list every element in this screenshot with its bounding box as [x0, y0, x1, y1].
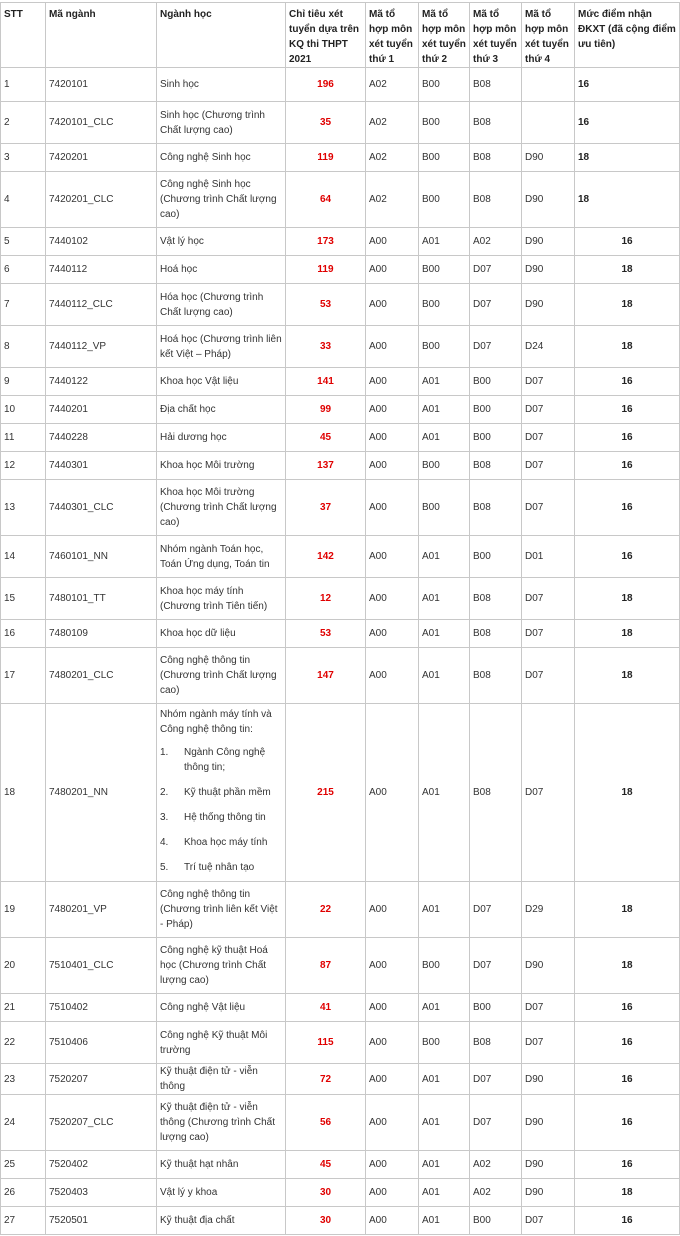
major-code-cell: 7480201_CLC	[46, 648, 157, 704]
combo-1-cell: A00	[366, 578, 419, 620]
major-name-cell: Địa chất học	[157, 396, 286, 424]
combo-4-cell: D90	[522, 284, 575, 326]
combo-4-cell: D07	[522, 578, 575, 620]
quota-cell: 87	[286, 938, 366, 994]
combo-1-cell: A00	[366, 1179, 419, 1207]
quota-cell: 215	[286, 704, 366, 882]
table-row	[1, 228, 680, 256]
stt-cell: 19	[1, 882, 46, 938]
stt-cell: 6	[1, 256, 46, 284]
stt-cell: 17	[1, 648, 46, 704]
quota-cell: 22	[286, 882, 366, 938]
combo-4-cell: D07	[522, 1022, 575, 1064]
sub-item-number: 3.	[160, 811, 169, 823]
header-major-name: Ngành học	[157, 3, 286, 68]
major-sub-item	[160, 785, 282, 800]
header-row	[1, 3, 680, 68]
quota-cell: 119	[286, 256, 366, 284]
major-code-cell: 7520501	[46, 1207, 157, 1235]
min-score-cell: 18	[575, 172, 680, 228]
combo-1-cell: A00	[366, 620, 419, 648]
stt-cell: 22	[1, 1022, 46, 1064]
major-name-cell: Khoa học dữ liệu	[157, 620, 286, 648]
sub-item-label: Hệ thống thông tin	[184, 811, 266, 823]
combo-1-cell: A02	[366, 102, 419, 144]
combo-3-cell: B08	[470, 68, 522, 102]
admission-table	[0, 2, 680, 1235]
combo-1-cell: A00	[366, 1064, 419, 1095]
combo-2-cell: A01	[419, 1207, 470, 1235]
min-score-cell: 16	[575, 536, 680, 578]
combo-3-cell: D07	[470, 1095, 522, 1151]
combo-1-cell: A00	[366, 1207, 419, 1235]
combo-2-cell: A01	[419, 1064, 470, 1095]
combo-1-cell: A02	[366, 68, 419, 102]
combo-4-cell: D90	[522, 938, 575, 994]
min-score-cell: 16	[575, 68, 680, 102]
stt-cell: 13	[1, 480, 46, 536]
major-name-cell: Kỹ thuật địa chất	[157, 1207, 286, 1235]
major-name-cell: Sinh học (Chương trình Chất lượng cao)	[157, 102, 286, 144]
stt-cell: 23	[1, 1064, 46, 1095]
table-row	[1, 284, 680, 326]
major-code-cell: 7510402	[46, 994, 157, 1022]
combo-4-cell	[522, 68, 575, 102]
combo-3-cell: B00	[470, 536, 522, 578]
table-row	[1, 536, 680, 578]
header-major-code: Mã ngành	[46, 3, 157, 68]
stt-cell: 15	[1, 578, 46, 620]
stt-cell: 24	[1, 1095, 46, 1151]
major-code-cell: 7460101_NN	[46, 536, 157, 578]
min-score-cell: 16	[575, 396, 680, 424]
combo-2-cell: A01	[419, 648, 470, 704]
quota-cell: 99	[286, 396, 366, 424]
quota-cell: 41	[286, 994, 366, 1022]
major-code-cell: 7440112_CLC	[46, 284, 157, 326]
table-row	[1, 1179, 680, 1207]
combo-2-cell: A01	[419, 704, 470, 882]
sub-item-label: Kỹ thuật phần mềm	[184, 786, 271, 798]
stt-cell: 10	[1, 396, 46, 424]
combo-4-cell: D07	[522, 620, 575, 648]
combo-3-cell: A02	[470, 1151, 522, 1179]
combo-4-cell: D07	[522, 452, 575, 480]
min-score-cell: 18	[575, 620, 680, 648]
major-code-cell: 7480201_NN	[46, 704, 157, 882]
combo-2-cell: B00	[419, 144, 470, 172]
major-code-cell: 7520207_CLC	[46, 1095, 157, 1151]
table-row	[1, 256, 680, 284]
combo-2-cell: B00	[419, 256, 470, 284]
header-combo-1: Mã tổ hợp môn xét tuyển thứ 1	[366, 3, 419, 68]
combo-4-cell: D07	[522, 994, 575, 1022]
combo-3-cell: D07	[470, 882, 522, 938]
min-score-cell: 16	[575, 1207, 680, 1235]
min-score-cell: 16	[575, 102, 680, 144]
combo-2-cell: B00	[419, 938, 470, 994]
combo-4-cell: D90	[522, 1179, 575, 1207]
combo-2-cell: B00	[419, 1022, 470, 1064]
combo-1-cell: A00	[366, 480, 419, 536]
min-score-cell: 18	[575, 144, 680, 172]
major-name-cell: Kỹ thuật điện tử - viễn thông	[157, 1064, 286, 1095]
combo-4-cell: D90	[522, 1095, 575, 1151]
combo-4-cell: D07	[522, 480, 575, 536]
combo-1-cell: A00	[366, 938, 419, 994]
quota-cell: 115	[286, 1022, 366, 1064]
min-score-cell: 16	[575, 1064, 680, 1095]
combo-1-cell: A00	[366, 424, 419, 452]
combo-1-cell: A00	[366, 326, 419, 368]
combo-1-cell: A00	[366, 994, 419, 1022]
min-score-cell: 18	[575, 578, 680, 620]
header-min-score: Mức điểm nhận ĐKXT (đã cộng điểm ưu tiên)	[575, 3, 680, 68]
major-name-cell: Hoá học	[157, 256, 286, 284]
combo-4-cell	[522, 102, 575, 144]
combo-1-cell: A00	[366, 1095, 419, 1151]
combo-2-cell: A01	[419, 228, 470, 256]
combo-1-cell: A00	[366, 368, 419, 396]
sub-item-label: Ngành Công nghệ thông tin;	[184, 746, 266, 773]
combo-2-cell: A01	[419, 396, 470, 424]
combo-4-cell: D90	[522, 256, 575, 284]
combo-1-cell: A00	[366, 1022, 419, 1064]
major-name-cell: Khoa học Môi trường	[157, 452, 286, 480]
combo-3-cell: B00	[470, 396, 522, 424]
stt-cell: 7	[1, 284, 46, 326]
combo-4-cell: D01	[522, 536, 575, 578]
combo-4-cell: D07	[522, 648, 575, 704]
major-name-cell: Hải dương học	[157, 424, 286, 452]
quota-cell: 147	[286, 648, 366, 704]
table-row	[1, 396, 680, 424]
min-score-cell: 16	[575, 480, 680, 536]
table-row	[1, 68, 680, 102]
combo-2-cell: B00	[419, 452, 470, 480]
major-name-cell: Công nghệ Sinh học (Chương trình Chất lượng cao)	[157, 172, 286, 228]
combo-4-cell: D07	[522, 368, 575, 396]
major-code-cell: 7440102	[46, 228, 157, 256]
combo-3-cell: B00	[470, 1207, 522, 1235]
combo-1-cell: A00	[366, 228, 419, 256]
min-score-cell: 16	[575, 452, 680, 480]
quota-cell: 137	[286, 452, 366, 480]
combo-1-cell: A00	[366, 536, 419, 578]
combo-4-cell: D07	[522, 704, 575, 882]
combo-4-cell: D90	[522, 228, 575, 256]
combo-2-cell: A01	[419, 994, 470, 1022]
stt-cell: 26	[1, 1179, 46, 1207]
combo-3-cell: B08	[470, 144, 522, 172]
major-sub-item	[160, 860, 282, 875]
combo-2-cell: A01	[419, 424, 470, 452]
table-row	[1, 620, 680, 648]
major-name-cell: Kỹ thuật hạt nhân	[157, 1151, 286, 1179]
quota-cell: 12	[286, 578, 366, 620]
min-score-cell: 18	[575, 882, 680, 938]
table-row	[1, 578, 680, 620]
combo-1-cell: A02	[366, 144, 419, 172]
header-combo-3: Mã tổ hợp môn xét tuyển thứ 3	[470, 3, 522, 68]
quota-cell: 173	[286, 228, 366, 256]
major-name-cell: Công nghệ Sinh học	[157, 144, 286, 172]
combo-3-cell: B08	[470, 480, 522, 536]
major-code-cell: 7420201	[46, 144, 157, 172]
min-score-cell: 16	[575, 368, 680, 396]
table-row	[1, 1095, 680, 1151]
table-row	[1, 172, 680, 228]
min-score-cell: 16	[575, 1151, 680, 1179]
combo-2-cell: A01	[419, 620, 470, 648]
combo-1-cell: A00	[366, 704, 419, 882]
header-combo-2: Mã tổ hợp môn xét tuyển thứ 2	[419, 3, 470, 68]
quota-cell: 72	[286, 1064, 366, 1095]
quota-cell: 37	[286, 480, 366, 536]
min-score-cell: 18	[575, 704, 680, 882]
combo-3-cell: B08	[470, 1022, 522, 1064]
table-row	[1, 938, 680, 994]
combo-4-cell: D07	[522, 396, 575, 424]
major-code-cell: 7510406	[46, 1022, 157, 1064]
stt-cell: 21	[1, 994, 46, 1022]
combo-2-cell: B00	[419, 172, 470, 228]
min-score-cell: 16	[575, 1022, 680, 1064]
combo-2-cell: B00	[419, 480, 470, 536]
combo-1-cell: A02	[366, 172, 419, 228]
combo-1-cell: A00	[366, 284, 419, 326]
sub-item-number: 4.	[160, 836, 169, 848]
major-name-cell: Vật lý học	[157, 228, 286, 256]
header-combo-4: Mã tổ hợp môn xét tuyển thứ 4	[522, 3, 575, 68]
combo-1-cell: A00	[366, 882, 419, 938]
major-name-cell: Khoa học Vật liệu	[157, 368, 286, 396]
min-score-cell: 18	[575, 648, 680, 704]
stt-cell: 3	[1, 144, 46, 172]
major-name-cell: Khoa học Môi trường (Chương trình Chất lượng cao)	[157, 480, 286, 536]
major-name-cell: Nhóm ngành Toán học, Toán Ứng dụng, Toán tin	[157, 536, 286, 578]
major-name-cell: Khoa học máy tính (Chương trình Tiên tiến)	[157, 578, 286, 620]
table-row	[1, 882, 680, 938]
major-name-cell: Sinh học	[157, 68, 286, 102]
table-row	[1, 1151, 680, 1179]
combo-2-cell: B00	[419, 68, 470, 102]
header-quota: Chỉ tiêu xét tuyển dựa trên KQ thi THPT 2021	[286, 3, 366, 68]
combo-4-cell: D90	[522, 172, 575, 228]
major-code-cell: 7480201_VP	[46, 882, 157, 938]
quota-cell: 35	[286, 102, 366, 144]
quota-cell: 33	[286, 326, 366, 368]
stt-cell: 9	[1, 368, 46, 396]
combo-3-cell: D07	[470, 284, 522, 326]
quota-cell: 53	[286, 620, 366, 648]
stt-cell: 25	[1, 1151, 46, 1179]
combo-3-cell: D07	[470, 1064, 522, 1095]
stt-cell: 20	[1, 938, 46, 994]
quota-cell: 30	[286, 1179, 366, 1207]
major-code-cell: 7440201	[46, 396, 157, 424]
major-sub-item	[160, 835, 282, 850]
major-code-cell: 7480109	[46, 620, 157, 648]
min-score-cell: 18	[575, 938, 680, 994]
min-score-cell: 18	[575, 284, 680, 326]
combo-3-cell: A02	[470, 228, 522, 256]
combo-3-cell: B08	[470, 704, 522, 882]
major-name-cell: Công nghệ Vật liệu	[157, 994, 286, 1022]
combo-1-cell: A00	[366, 396, 419, 424]
combo-3-cell: D07	[470, 938, 522, 994]
table-row	[1, 1064, 680, 1095]
combo-4-cell: D07	[522, 424, 575, 452]
combo-3-cell: B00	[470, 368, 522, 396]
combo-1-cell: A00	[366, 452, 419, 480]
combo-2-cell: A01	[419, 578, 470, 620]
table-row	[1, 994, 680, 1022]
combo-2-cell: A01	[419, 882, 470, 938]
combo-2-cell: B00	[419, 102, 470, 144]
stt-cell: 12	[1, 452, 46, 480]
major-name-cell: Hoá học (Chương trình liên kết Việt – Pháp)	[157, 326, 286, 368]
quota-cell: 141	[286, 368, 366, 396]
major-name-cell: Kỹ thuật điện tử - viễn thông (Chương trình Chất lượng cao)	[157, 1095, 286, 1151]
major-sub-item	[160, 745, 282, 775]
sub-item-label: Khoa học máy tính	[184, 836, 268, 848]
major-code-cell: 7440301	[46, 452, 157, 480]
stt-cell: 8	[1, 326, 46, 368]
major-group-title: Nhóm ngành máy tính và Công nghệ thông tin:	[160, 708, 272, 735]
stt-cell: 4	[1, 172, 46, 228]
major-code-cell: 7520207	[46, 1064, 157, 1095]
combo-4-cell: D90	[522, 1064, 575, 1095]
combo-4-cell: D29	[522, 882, 575, 938]
combo-3-cell: D07	[470, 326, 522, 368]
sub-item-number: 5.	[160, 861, 169, 873]
sub-item-number: 1.	[160, 746, 169, 758]
quota-cell: 119	[286, 144, 366, 172]
table-row	[1, 1207, 680, 1235]
table-row	[1, 424, 680, 452]
combo-4-cell: D07	[522, 1207, 575, 1235]
stt-cell: 14	[1, 536, 46, 578]
sub-item-number: 2.	[160, 786, 169, 798]
min-score-cell: 18	[575, 326, 680, 368]
stt-cell: 5	[1, 228, 46, 256]
quota-cell: 30	[286, 1207, 366, 1235]
combo-3-cell: B08	[470, 102, 522, 144]
min-score-cell: 16	[575, 1095, 680, 1151]
major-sub-item	[160, 810, 282, 825]
major-name-cell: Công nghệ thông tin (Chương trình liên kết Việt - Pháp)	[157, 882, 286, 938]
major-code-cell: 7440112_VP	[46, 326, 157, 368]
min-score-cell: 16	[575, 228, 680, 256]
combo-1-cell: A00	[366, 1151, 419, 1179]
combo-4-cell: D90	[522, 1151, 575, 1179]
combo-3-cell: A02	[470, 1179, 522, 1207]
quota-cell: 45	[286, 424, 366, 452]
combo-2-cell: A01	[419, 536, 470, 578]
quota-cell: 64	[286, 172, 366, 228]
min-score-cell: 16	[575, 424, 680, 452]
major-name-cell: Công nghệ kỹ thuật Hoá học (Chương trình Chất lượng cao)	[157, 938, 286, 994]
major-code-cell: 7420101_CLC	[46, 102, 157, 144]
combo-2-cell: A01	[419, 368, 470, 396]
combo-2-cell: A01	[419, 1095, 470, 1151]
major-code-cell: 7520403	[46, 1179, 157, 1207]
table-row	[1, 102, 680, 144]
major-code-cell: 7420101	[46, 68, 157, 102]
major-code-cell: 7510401_CLC	[46, 938, 157, 994]
min-score-cell: 16	[575, 994, 680, 1022]
table-row	[1, 480, 680, 536]
major-code-cell: 7440301_CLC	[46, 480, 157, 536]
quota-cell: 45	[286, 1151, 366, 1179]
quota-cell: 56	[286, 1095, 366, 1151]
table-row	[1, 648, 680, 704]
table-row	[1, 326, 680, 368]
combo-2-cell: A01	[419, 1179, 470, 1207]
table-row	[1, 368, 680, 396]
table-row	[1, 144, 680, 172]
combo-2-cell: B00	[419, 326, 470, 368]
combo-3-cell: B08	[470, 172, 522, 228]
major-code-cell: 7440122	[46, 368, 157, 396]
major-code-cell: 7440228	[46, 424, 157, 452]
stt-cell: 1	[1, 68, 46, 102]
major-name-cell: Công nghệ thông tin (Chương trình Chất lượng cao)	[157, 648, 286, 704]
combo-3-cell: D07	[470, 256, 522, 284]
major-code-cell: 7440112	[46, 256, 157, 284]
major-name-cell	[157, 704, 286, 882]
major-sub-list	[160, 745, 282, 875]
combo-3-cell: B08	[470, 620, 522, 648]
stt-cell: 16	[1, 620, 46, 648]
major-code-cell: 7520402	[46, 1151, 157, 1179]
combo-3-cell: B00	[470, 424, 522, 452]
combo-1-cell: A00	[366, 648, 419, 704]
combo-3-cell: B00	[470, 994, 522, 1022]
major-name-cell: Hóa học (Chương trình Chất lượng cao)	[157, 284, 286, 326]
major-name-cell: Công nghệ Kỹ thuật Môi trường	[157, 1022, 286, 1064]
combo-3-cell: B08	[470, 648, 522, 704]
stt-cell: 2	[1, 102, 46, 144]
major-code-cell: 7420201_CLC	[46, 172, 157, 228]
quota-cell: 142	[286, 536, 366, 578]
combo-2-cell: A01	[419, 1151, 470, 1179]
min-score-cell: 18	[575, 256, 680, 284]
stt-cell: 27	[1, 1207, 46, 1235]
quota-cell: 196	[286, 68, 366, 102]
sub-item-label: Trí tuệ nhân tạo	[184, 861, 255, 873]
table-row	[1, 1022, 680, 1064]
major-code-cell: 7480101_TT	[46, 578, 157, 620]
combo-1-cell: A00	[366, 256, 419, 284]
major-name-cell: Vật lý y khoa	[157, 1179, 286, 1207]
min-score-cell: 18	[575, 1179, 680, 1207]
combo-3-cell: B08	[470, 452, 522, 480]
combo-3-cell: B08	[470, 578, 522, 620]
header-stt: STT	[1, 3, 46, 68]
table-row	[1, 452, 680, 480]
stt-cell: 11	[1, 424, 46, 452]
combo-4-cell: D24	[522, 326, 575, 368]
combo-4-cell: D90	[522, 144, 575, 172]
combo-2-cell: B00	[419, 284, 470, 326]
table-row	[1, 704, 680, 882]
stt-cell: 18	[1, 704, 46, 882]
quota-cell: 53	[286, 284, 366, 326]
